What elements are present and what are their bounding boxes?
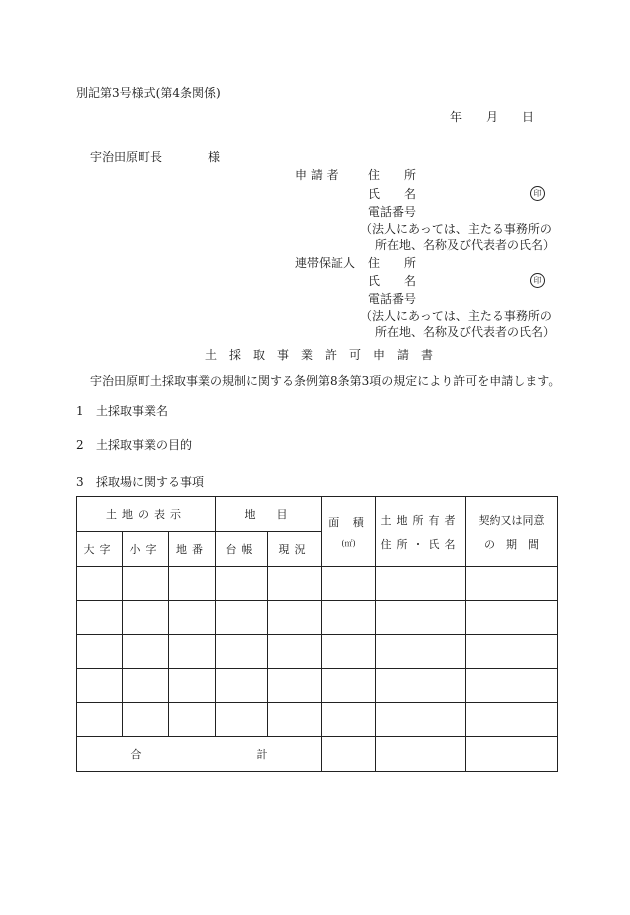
table-cell[interactable] — [268, 635, 322, 669]
table-cell[interactable] — [216, 635, 268, 669]
table-cell[interactable] — [169, 669, 216, 703]
item-3-num: 3 — [76, 475, 84, 489]
table-cell[interactable] — [322, 635, 376, 669]
table-cell[interactable] — [77, 703, 123, 737]
table-row — [77, 567, 558, 601]
table-cell[interactable] — [376, 601, 466, 635]
table-cell[interactable] — [322, 669, 376, 703]
table-cell[interactable] — [268, 601, 322, 635]
table-cell[interactable] — [268, 567, 322, 601]
table-row — [77, 669, 558, 703]
table-cell[interactable] — [216, 669, 268, 703]
table-cell[interactable] — [216, 567, 268, 601]
guarantor-role: 連帯保証人 — [295, 256, 356, 270]
header-contract-line2: の 期 間 — [484, 537, 539, 551]
table-cell[interactable] — [77, 601, 123, 635]
applicant-note-line1: （法人にあっては、主たる事務所の — [360, 222, 552, 236]
form-id: 別記第3号様式(第4条関係) — [76, 86, 221, 100]
header-owner-line1: 土地所有者 — [380, 513, 461, 527]
header-contract-line1: 契約又は同意 — [478, 513, 545, 527]
table-cell[interactable] — [466, 669, 558, 703]
table-cell[interactable] — [169, 703, 216, 737]
table-cell[interactable] — [466, 703, 558, 737]
header-oaza: 大字 — [77, 532, 123, 567]
table-cell[interactable] — [376, 703, 466, 737]
total-row — [77, 737, 558, 772]
total-label-cell — [77, 737, 322, 772]
date-month: 月 — [486, 110, 499, 124]
table-cell[interactable] — [123, 669, 169, 703]
total-label-right: 計 — [256, 748, 268, 761]
header-daicho: 台帳 — [216, 532, 268, 567]
table-cell[interactable] — [123, 703, 169, 737]
applicant-seal-mark: 印 — [530, 186, 545, 201]
header-land-display: 土地の表示 — [77, 497, 216, 532]
table-cell[interactable] — [216, 703, 268, 737]
addressee-name: 宇治田原町長 — [90, 150, 163, 164]
table-cell[interactable] — [123, 635, 169, 669]
table-row — [77, 703, 558, 737]
header-owner — [376, 497, 466, 567]
applicant-phone-label: 電話番号 — [368, 205, 417, 219]
table-cell[interactable] — [376, 635, 466, 669]
item-2-num: 2 — [76, 438, 84, 452]
guarantor-note-line1: （法人にあっては、主たる事務所の — [360, 309, 552, 323]
total-owner-cell[interactable] — [376, 737, 466, 772]
item-2-label: 土採取事業の目的 — [96, 438, 193, 452]
table-cell[interactable] — [466, 635, 558, 669]
header-area-label: 面 積 — [328, 516, 369, 529]
table-row — [77, 601, 558, 635]
total-area-cell[interactable] — [322, 737, 376, 772]
table-cell[interactable] — [466, 601, 558, 635]
table-cell[interactable] — [268, 669, 322, 703]
table-cell[interactable] — [169, 635, 216, 669]
item-1-label: 土採取事業名 — [96, 404, 169, 418]
table-cell[interactable] — [268, 703, 322, 737]
guarantor-name-label: 氏 名 — [368, 274, 417, 288]
table-cell[interactable] — [123, 567, 169, 601]
table-row — [77, 635, 558, 669]
table-cell[interactable] — [169, 567, 216, 601]
table-cell[interactable] — [77, 567, 123, 601]
header-koaza: 小字 — [123, 532, 169, 567]
guarantor-seal-mark: 印 — [530, 273, 545, 288]
applicant-address-label: 住 所 — [368, 168, 417, 182]
header-area — [322, 497, 376, 567]
guarantor-note-line2: 所在地、名称及び代表者の氏名） — [375, 325, 556, 339]
document-title: 土採取事業許可申請書 — [205, 348, 446, 362]
total-contract-cell[interactable] — [466, 737, 558, 772]
header-area-unit: (㎡) — [341, 539, 356, 548]
table-cell[interactable] — [216, 601, 268, 635]
header-land-category: 地 目 — [216, 497, 322, 532]
guarantor-phone-label: 電話番号 — [368, 292, 417, 306]
applicant-name-label: 氏 名 — [368, 187, 417, 201]
total-label-left: 合 — [130, 748, 142, 761]
body-text: 宇治田原町土採取事業の規制に関する条例第8条第3項の規定により許可を申請します。 — [90, 374, 561, 388]
header-genkyo: 現況 — [268, 532, 322, 567]
date-year: 年 — [450, 110, 463, 124]
header-contract — [466, 497, 558, 567]
header-owner-line2: 住所・氏名 — [380, 537, 461, 551]
table-cell[interactable] — [77, 669, 123, 703]
date-day: 日 — [522, 110, 535, 124]
table-cell[interactable] — [322, 567, 376, 601]
item-1-num: 1 — [76, 404, 84, 418]
applicant-role: 申 請 者 — [295, 168, 339, 182]
table-cell[interactable] — [322, 703, 376, 737]
table-cell[interactable] — [376, 567, 466, 601]
table-cell[interactable] — [466, 567, 558, 601]
table-cell[interactable] — [376, 669, 466, 703]
addressee-honorific: 様 — [208, 150, 221, 164]
table-cell[interactable] — [169, 601, 216, 635]
table-cell[interactable] — [77, 635, 123, 669]
header-chiban: 地番 — [169, 532, 216, 567]
table-cell[interactable] — [322, 601, 376, 635]
item-3-label: 採取場に関する事項 — [96, 475, 205, 489]
applicant-note-line2: 所在地、名称及び代表者の氏名） — [375, 238, 556, 252]
extraction-site-table — [76, 496, 558, 772]
table-cell[interactable] — [123, 601, 169, 635]
guarantor-address-label: 住 所 — [368, 256, 417, 270]
